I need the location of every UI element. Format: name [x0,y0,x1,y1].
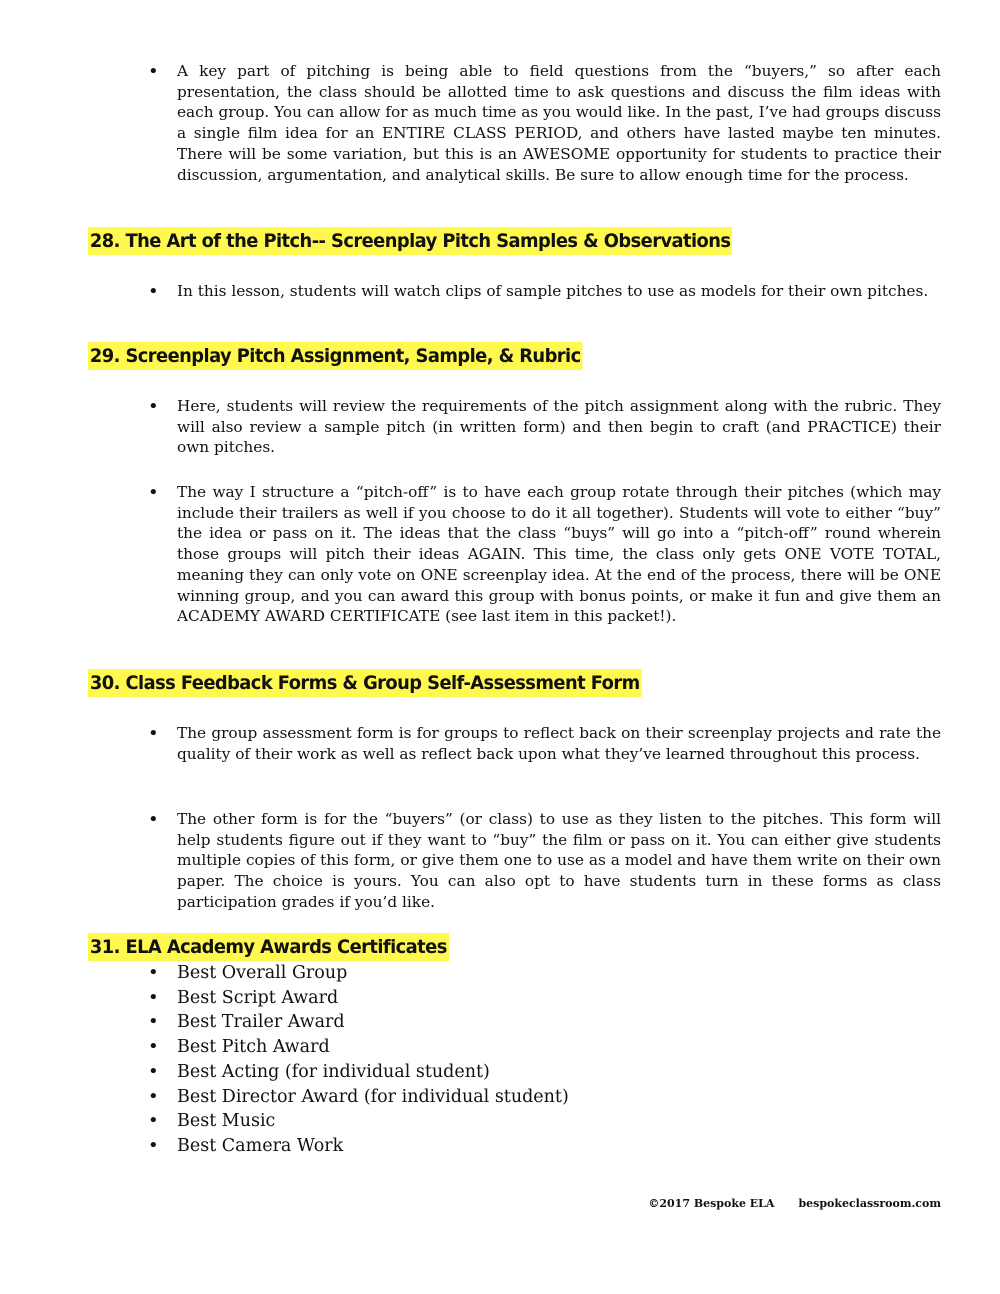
bullet-marker: • [148,723,159,744]
section-30-paragraph-1: The group assessment form is for groups to reflect back on their screenplay projects and rate the quality of their work as well as reflect back upon what they’ve learned throughout this process. [177,724,941,763]
list-item: • Best Camera Work [148,1134,569,1159]
section-29-paragraph-1: Here, students will review the requirements of the pitch assignment along with the rubric. They will also review a sample pitch (in written form) and then begin to craft (and PRACTICE) their own pitches. [177,397,941,457]
section-29-heading: 29. Screenplay Pitch Assignment, Sample, & Rubric [88,342,583,370]
section-28-heading: 28. The Art of the Pitch-- Screenplay Pitch Samples & Observations [88,227,732,255]
list-item: • Best Acting (for individual student) [148,1060,569,1085]
list-item: • Best Overall Group [148,961,569,986]
awards-list [148,961,569,1159]
list-item: • Best Director Award (for individual student) [148,1085,569,1110]
footer-website: bespokeclassroom.com [798,1197,941,1210]
section-30-heading: 30. Class Feedback Forms & Group Self-Assessment Form [88,669,642,697]
list-item: • Best Trailer Award [148,1010,569,1035]
bullet-marker: • [148,809,159,830]
list-item: • Best Music [148,1109,569,1134]
bullet-marker: • [148,396,159,417]
page-footer [648,1197,941,1210]
section-30-paragraph-2: The other form is for the “buyers” (or class) to use as they listen to the pitches. This form will help students figure out if they want to “buy” the film or pass on it. You can either give students multiple copies of this form, or give them one to use as a model and have them write on their own paper. The choice is yours. You can also opt to have students turn in these forms as class participation grades if you’d like. [177,810,941,911]
list-item: • Best Script Award [148,986,569,1011]
section-29-paragraph-2: The way I structure a “pitch-off” is to have each group rotate through their pitches (which may include their trailers as well if you choose to do it all together). Students will vote to either “buy” the idea or pass on it. The ideas that the class “buys” will go into a “pitch-off” round wherein those groups will pitch their ideas AGAIN. This time, the class only gets ONE VOTE TOTAL, meaning they can only vote on ONE screenplay idea. At the end of the process, there will be ONE winning group, and you can award this group with bonus points, or make it fun and give them an ACADEMY AWARD CERTIFICATE (see last item in this packet!). [177,483,941,626]
intro-paragraph: A key part of pitching is being able to field questions from the “buyers,” so after each presentation, the class should be allotted time to ask questions and discuss the film ideas with each group. You can allow for as much time as you would like. In the past, I’ve had groups discuss a single film idea for an ENTIRE CLASS PERIOD, and others have lasted maybe ten minutes. There will be some variation, but this is an AWESOME opportunity for students to practice their discussion, argumentation, and analytical skills. Be sure to allow enough time for the process. [177,62,941,184]
bullet-marker: • [148,281,159,302]
bullet-marker: • [148,482,159,503]
section-28-paragraph: In this lesson, students will watch clips of sample pitches to use as models for their own pitches. [177,282,929,300]
section-31-heading: 31. ELA Academy Awards Certificates [88,933,449,961]
list-item: • Best Pitch Award [148,1035,569,1060]
footer-copyright: ©2017 Bespoke ELA [648,1197,775,1210]
bullet-marker: • [148,61,159,82]
